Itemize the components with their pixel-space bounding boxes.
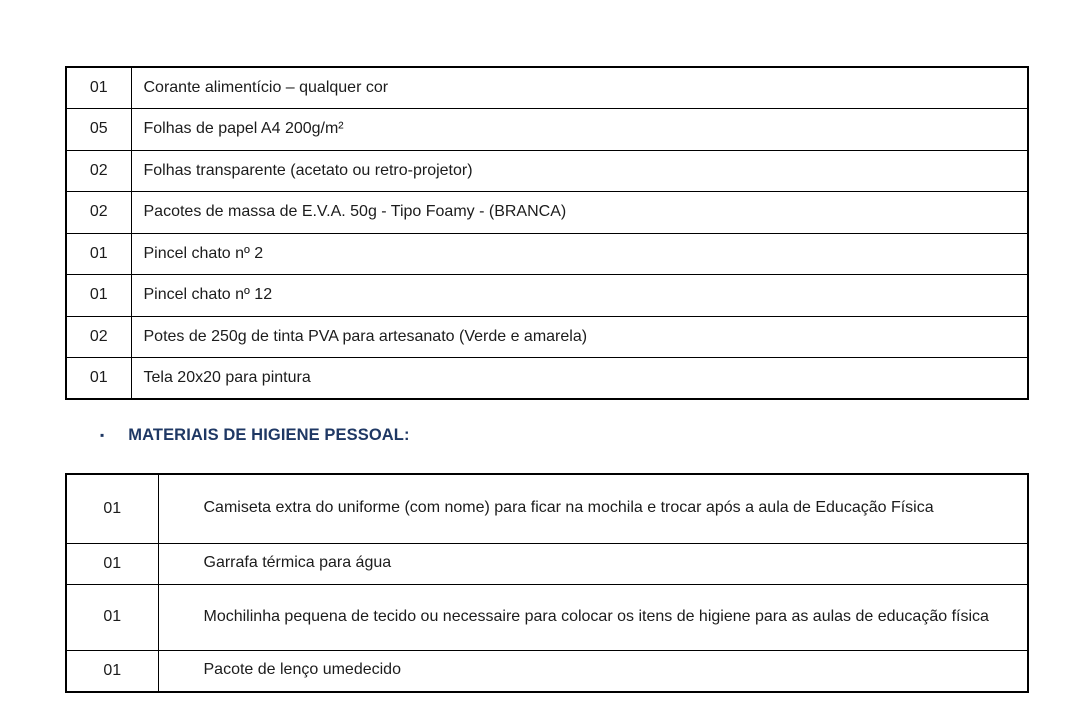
quantity-cell: 02 xyxy=(66,192,131,234)
table-row xyxy=(66,474,1028,543)
quantity-cell: 02 xyxy=(66,150,131,192)
description-cell: Tela 20x20 para pintura xyxy=(131,358,1028,400)
quantity-cell: 01 xyxy=(66,358,131,400)
table-row xyxy=(66,275,1028,317)
table-row xyxy=(66,67,1028,109)
description-cell: Pincel chato nº 2 xyxy=(131,233,1028,275)
quantity-cell: 05 xyxy=(66,109,131,151)
hygiene-list-table xyxy=(65,473,1029,693)
quantity-cell: 01 xyxy=(66,67,131,109)
table-row xyxy=(66,584,1028,650)
description-cell: Camiseta extra do uniforme (com nome) para ficar na mochila e trocar após a aula de Educação Física xyxy=(158,474,1028,543)
description-cell: Mochilinha pequena de tecido ou necessaire para colocar os itens de higiene para as aulas de educação física xyxy=(158,584,1028,650)
table-row xyxy=(66,316,1028,358)
description-cell: Pacotes de massa de E.V.A. 50g - Tipo Foamy - (BRANCA) xyxy=(131,192,1028,234)
supply-list-table xyxy=(65,66,1029,400)
quantity-cell: 01 xyxy=(66,233,131,275)
section-title: MATERIAIS DE HIGIENE PESSOAL: xyxy=(128,426,410,444)
quantity-cell: 01 xyxy=(66,543,158,584)
description-cell: Corante alimentício – qualquer cor xyxy=(131,67,1028,109)
table-row xyxy=(66,150,1028,192)
quantity-cell: 01 xyxy=(66,474,158,543)
quantity-cell: 01 xyxy=(66,584,158,650)
table-row xyxy=(66,358,1028,400)
square-bullet-icon: ▪ xyxy=(100,427,105,442)
quantity-cell: 02 xyxy=(66,316,131,358)
section-heading xyxy=(100,426,410,445)
table-row xyxy=(66,233,1028,275)
table-row xyxy=(66,650,1028,692)
table-row xyxy=(66,109,1028,151)
table-row xyxy=(66,543,1028,584)
description-cell: Pacote de lenço umedecido xyxy=(158,650,1028,692)
description-cell: Folhas transparente (acetato ou retro-projetor) xyxy=(131,150,1028,192)
quantity-cell: 01 xyxy=(66,275,131,317)
description-cell: Pincel chato nº 12 xyxy=(131,275,1028,317)
description-cell: Potes de 250g de tinta PVA para artesanato (Verde e amarela) xyxy=(131,316,1028,358)
description-cell: Folhas de papel A4 200g/m² xyxy=(131,109,1028,151)
quantity-cell: 01 xyxy=(66,650,158,692)
description-cell: Garrafa térmica para água xyxy=(158,543,1028,584)
table-row xyxy=(66,192,1028,234)
